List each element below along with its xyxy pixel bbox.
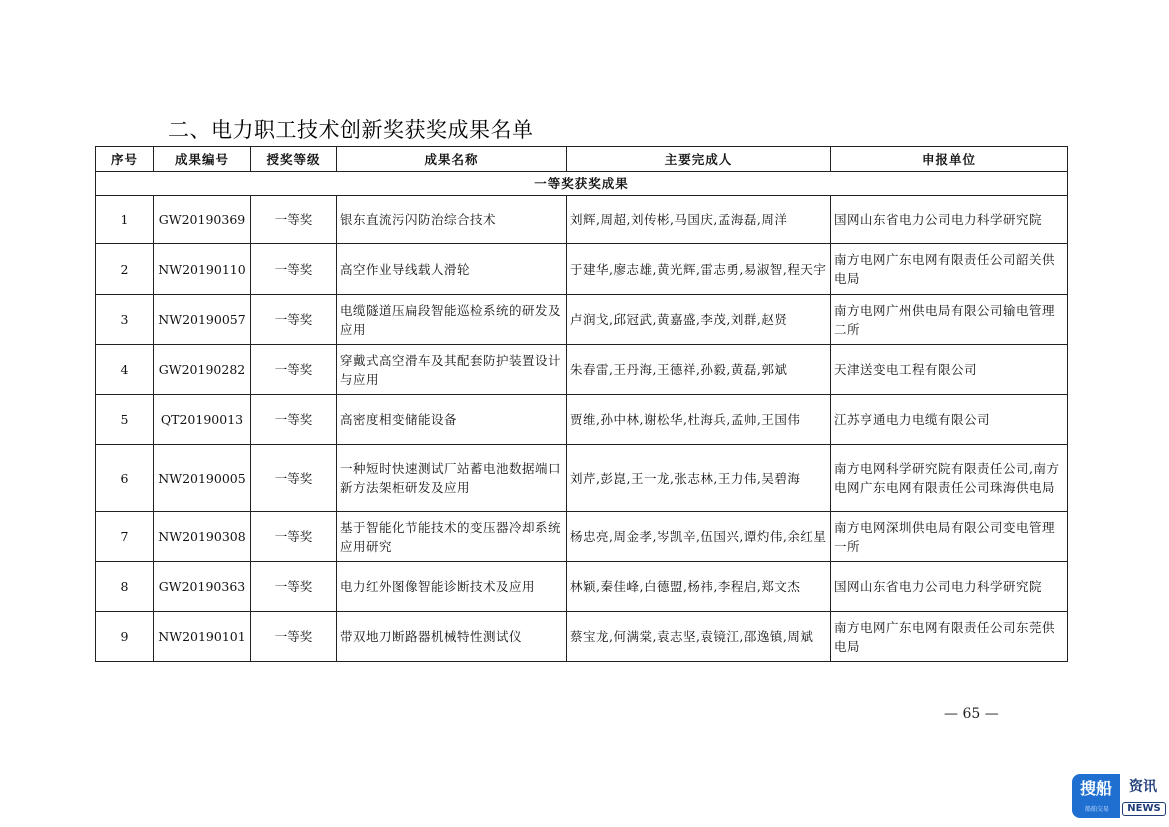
header-code: 成果编号 [154, 147, 251, 172]
watermark-sub: 船舶交易 [1084, 806, 1109, 813]
cell-no: 2 [96, 244, 154, 295]
watermark-logo [1072, 774, 1164, 822]
cell-code: QT20190013 [154, 395, 251, 445]
cell-people: 于建华,廖志雄,黄光辉,雷志勇,易淑智,程天宇 [567, 244, 831, 295]
cell-people: 刘辉,周超,刘传彬,马国庆,孟海磊,周洋 [567, 196, 831, 244]
cell-unit: 南方电网广东电网有限责任公司韶关供电局 [831, 244, 1068, 295]
cell-no: 7 [96, 512, 154, 562]
cell-name: 电缆隧道压扁段智能巡检系统的研发及应用 [337, 295, 567, 345]
cell-name: 带双地刀断路器机械特性测试仪 [337, 612, 567, 662]
cell-unit: 天津送变电工程有限公司 [831, 345, 1068, 395]
cell-code: NW20190308 [154, 512, 251, 562]
awards-table [95, 146, 1068, 662]
cell-code: GW20190363 [154, 562, 251, 612]
header-no: 序号 [96, 147, 154, 172]
table-row [96, 244, 1068, 295]
page-title: 二、电力职工技术创新奖获奖成果名单 [168, 118, 534, 142]
cell-unit: 南方电网深圳供电局有限公司变电管理一所 [831, 512, 1068, 562]
cell-name: 电力红外图像智能诊断技术及应用 [337, 562, 567, 612]
cell-name: 高密度相变储能设备 [337, 395, 567, 445]
cell-unit: 南方电网广州供电局有限公司输电管理二所 [831, 295, 1068, 345]
cell-people: 卢润戈,邱冠武,黄嘉盛,李茂,刘群,赵贤 [567, 295, 831, 345]
cell-people: 林颖,秦佳峰,白德盟,杨祎,李程启,郑文杰 [567, 562, 831, 612]
cell-name: 高空作业导线载人滑轮 [337, 244, 567, 295]
cell-no: 5 [96, 395, 154, 445]
cell-people: 杨忠亮,周金孝,岑凯辛,伍国兴,谭灼伟,余红星 [567, 512, 831, 562]
cell-name: 基于智能化节能技术的变压器冷却系统应用研究 [337, 512, 567, 562]
table-row [96, 445, 1068, 512]
cell-no: 4 [96, 345, 154, 395]
cell-people: 朱春雷,王丹海,王德祥,孙毅,黄磊,郭斌 [567, 345, 831, 395]
table-row [96, 562, 1068, 612]
cell-name: 银东直流污闪防治综合技术 [337, 196, 567, 244]
cell-code: GW20190282 [154, 345, 251, 395]
table-row [96, 512, 1068, 562]
cell-unit: 南方电网科学研究院有限责任公司,南方电网广东电网有限责任公司珠海供电局 [831, 445, 1068, 512]
header-people: 主要完成人 [567, 147, 831, 172]
cell-level: 一等奖 [251, 395, 337, 445]
cell-level: 一等奖 [251, 295, 337, 345]
cell-level: 一等奖 [251, 612, 337, 662]
header-unit: 申报单位 [831, 147, 1068, 172]
cell-code: NW20190101 [154, 612, 251, 662]
cell-name: 一种短时快速测试厂站蓄电池数据端口新方法架柜研发及应用 [337, 445, 567, 512]
table-row [96, 196, 1068, 244]
cell-unit: 南方电网广东电网有限责任公司东莞供电局 [831, 612, 1068, 662]
watermark-left: 搜船 [1072, 774, 1120, 818]
cell-level: 一等奖 [251, 244, 337, 295]
cell-no: 8 [96, 562, 154, 612]
cell-level: 一等奖 [251, 512, 337, 562]
cell-level: 一等奖 [251, 445, 337, 512]
table-row [96, 295, 1068, 345]
watermark-right: 资讯 [1129, 779, 1157, 795]
table-row [96, 395, 1068, 445]
cell-unit: 国网山东省电力公司电力科学研究院 [831, 196, 1068, 244]
page-number: — 65 — [944, 706, 999, 722]
cell-unit: 江苏亨通电力电缆有限公司 [831, 395, 1068, 445]
table-row [96, 345, 1068, 395]
table-header-row [96, 147, 1068, 172]
cell-level: 一等奖 [251, 562, 337, 612]
cell-people: 刘芹,彭崑,王一龙,张志林,王力伟,吴碧海 [567, 445, 831, 512]
cell-code: NW20190110 [154, 244, 251, 295]
cell-no: 9 [96, 612, 154, 662]
cell-level: 一等奖 [251, 196, 337, 244]
cell-no: 3 [96, 295, 154, 345]
cell-code: NW20190005 [154, 445, 251, 512]
cell-people: 贾维,孙中林,谢松华,杜海兵,孟帅,王国伟 [567, 395, 831, 445]
section-label: 一等奖获奖成果 [96, 172, 1068, 196]
header-name: 成果名称 [337, 147, 567, 172]
cell-name: 穿戴式高空滑车及其配套防护装置设计与应用 [337, 345, 567, 395]
cell-no: 6 [96, 445, 154, 512]
cell-unit: 国网山东省电力公司电力科学研究院 [831, 562, 1068, 612]
watermark-news: NEWS [1122, 802, 1166, 816]
header-level: 授奖等级 [251, 147, 337, 172]
cell-people: 蔡宝龙,何满棠,袁志坚,袁镜江,邵逸镇,周斌 [567, 612, 831, 662]
cell-code: GW20190369 [154, 196, 251, 244]
cell-level: 一等奖 [251, 345, 337, 395]
cell-no: 1 [96, 196, 154, 244]
section-row [96, 172, 1068, 196]
table-row [96, 612, 1068, 662]
cell-code: NW20190057 [154, 295, 251, 345]
